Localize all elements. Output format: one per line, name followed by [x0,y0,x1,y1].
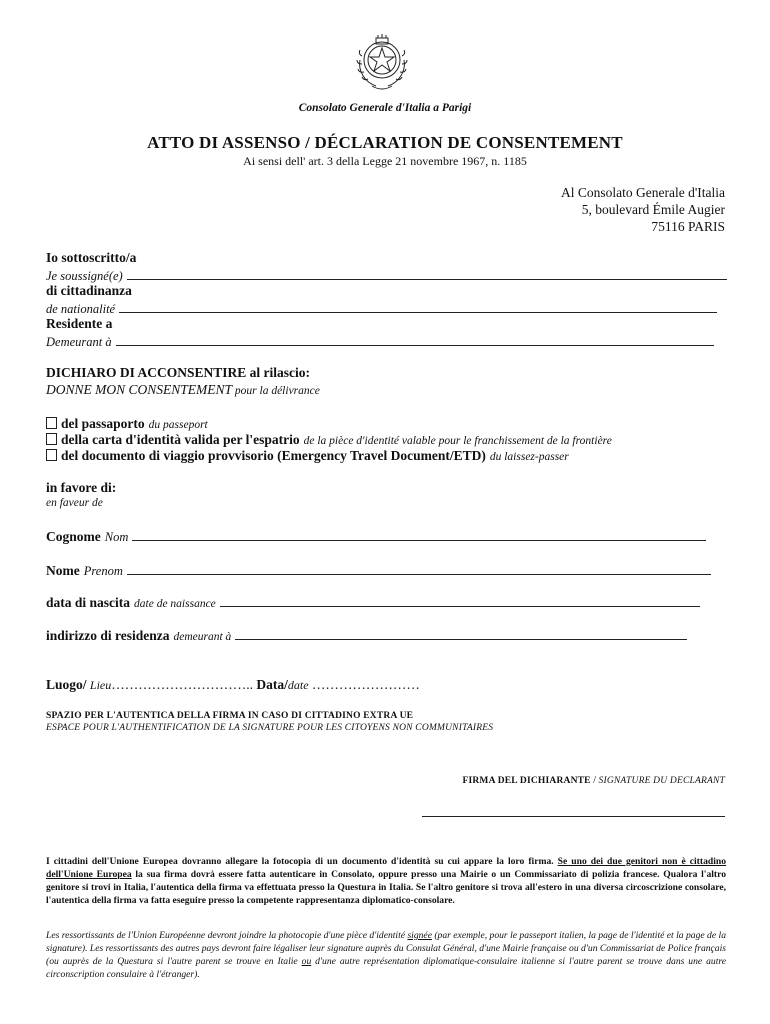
nationality-row [46,300,717,318]
note-fr-underlined: signée [407,930,432,941]
declaration-it-rest: al rilascio: [246,365,311,380]
birthdate-field[interactable] [220,594,700,607]
option-label-fr: du passeport [148,419,208,431]
favor-label-fr: en faveur de [46,497,103,509]
surname-field[interactable] [132,528,706,541]
declaration-it [46,365,310,381]
note-fr-part: Les ressortissants de l'Union Européenne devront joindre la photocopie d'une pièce d'identité [46,930,408,941]
date-field[interactable]: …………………… [311,677,420,692]
declarant-name-label-fr: Je soussigné(e) [46,269,123,283]
document-subtitle: Ai sensi dell' art. 3 della Legge 21 novembre 1967, n. 1185 [243,154,527,168]
note-italian [46,855,726,907]
note-fr-part: d'une autre représentation diplomatique-consulaire italienne si l'autre parent se trouve dans une autre circonscription consulaire à l'étranger). [46,956,726,980]
address-field[interactable] [235,627,687,640]
option-label-fr: du laissez-passer [489,451,569,463]
residence-row [46,333,714,351]
favor-label: in favore di: [46,480,117,495]
signature-label-it: FIRMA DEL DICHIARANTE [462,776,591,786]
declaration-fr [46,381,320,399]
nationality-label: di cittadinanza [46,283,132,298]
note-it-underlined: Se uno dei due genitori non è cittadino dell'Unione Europea [46,856,727,880]
birthdate-row [46,594,700,612]
firstname-field[interactable] [127,562,711,575]
firstname-label-fr: Prenom [83,564,123,578]
birthdate-label: data di nascita [46,595,131,610]
option-label: della carta d'identità valida per l'espatrio [61,432,300,447]
note-french [46,929,726,981]
travel-document-checkbox[interactable] [46,449,57,461]
nationality-label-fr: de nationalité [46,302,116,316]
declaration-fr-main: DONNE MON CONSENTEMENT [46,382,233,397]
note-it-part: la sua firma dovrà essere fatta autenticare in Consolato, oppure presso una Mairie o un Commissariato di polizia francese. Qualora l'altro genitore si trovi in Italia, l'autentica della firma va effettuata presso la Questura in Italia. Se l'altro genitore si trova all'estero in una diversa circoscrizione consolare, l'autentica della firma va fatta eseguire presso la competente rappresentanza diplomatico-consolare. [46,869,726,906]
passport-checkbox[interactable] [46,417,57,429]
authentication-title: SPAZIO PER L'AUTENTICA DELLA FIRMA IN CASO DI CITTADINO EXTRA UE [46,711,414,721]
surname-label: Cognome [46,529,101,544]
option-label: del passaporto [61,416,145,431]
recipient-address [561,184,725,235]
residence-label-fr: Demeurant à [46,335,112,349]
date-label: Data/ [256,677,288,692]
signature-separator: / [590,775,599,786]
residence-field[interactable] [116,333,714,346]
option-travel-document[interactable] [46,447,569,465]
birthdate-label-fr: date de naissance [134,598,216,610]
place-date-row [46,677,420,693]
note-fr-part: (par exemple, pour le passeport italien, la page de l'identité et la page de la signature). Les ressortissants des autres pays devront faire légaliser leur signature auprès du Consulat Général, d'une Mairie française ou d'un Commissariat de Police français (ou auprès de la Questura si l'autre parent se trouve en Italie [46,930,726,967]
declarant-name-label: Io sottoscritto/a [46,250,137,265]
address-label: indirizzo di residenza [46,628,170,643]
address-label-fr: demeurant à [173,631,232,643]
firstname-row [46,562,711,580]
document-title: ATTO DI ASSENSO / DÉCLARATION DE CONSENTEMENT [147,133,623,152]
declarant-name-row [46,267,727,285]
residence-label: Residente a [46,316,113,331]
option-label-fr: de la pièce d'identité valable pour le franchissement de la frontière [303,435,612,447]
declarant-name-field[interactable] [127,267,727,280]
option-label: del documento di viaggio provvisorio (Emergency Travel Document/ETD) [61,448,486,463]
note-fr-underlined: ou [301,956,312,967]
place-field[interactable]: ………………………….. [111,677,253,692]
authentication-title-fr: ESPACE POUR L'AUTHENTIFICATION DE LA SIGNATURE POUR LES CITOYENS NON COMMUNITAIRES [46,723,494,733]
signature-field[interactable] [422,816,725,817]
note-it-part: I cittadini dell'Unione Europea dovranno allegare la fotocopia di un documento d'identità su cui appare la loro firma. [46,856,558,867]
date-label-fr: date [287,678,309,692]
declaration-it-bold: DICHIARO DI ACCONSENTIRE [46,365,247,380]
surname-row [46,528,706,546]
declaration-fr-rest: pour la délivrance [232,385,320,397]
signature-label-fr: SIGNATURE DU DECLARANT [598,776,725,786]
identity-card-checkbox[interactable] [46,433,57,445]
surname-label-fr: Nom [104,530,129,544]
recipient-line: 75116 PARIS [651,219,725,234]
firstname-label: Nome [46,563,80,578]
consulate-name: Consolato Generale d'Italia a Parigi [298,102,472,114]
signature-label [462,770,725,788]
recipient-line: Al Consolato Generale d'Italia [560,185,725,200]
place-label-fr: Lieu [89,678,112,692]
address-row [46,627,687,645]
italian-republic-emblem-icon [350,30,414,94]
recipient-line: 5, boulevard Émile Augier [581,202,725,217]
nationality-field[interactable] [119,300,717,313]
place-label: Luogo/ [46,677,87,692]
